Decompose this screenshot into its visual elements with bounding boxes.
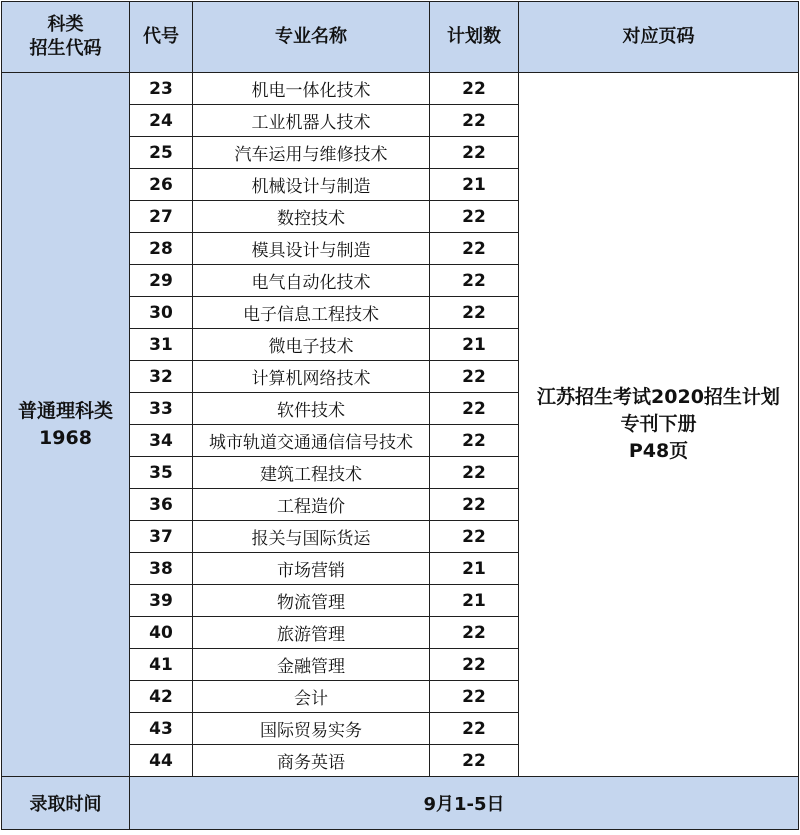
admission-time-label: 录取时间	[2, 777, 130, 830]
category-name: 普通理科类	[17, 399, 113, 422]
row-major-name: 旅游管理	[193, 617, 430, 649]
row-code: 36	[130, 489, 193, 521]
category-cell	[2, 73, 130, 777]
row-plan-count: 22	[430, 361, 519, 393]
row-code: 30	[130, 297, 193, 329]
row-code: 27	[130, 201, 193, 233]
row-code: 37	[130, 521, 193, 553]
row-plan-count: 22	[430, 105, 519, 137]
row-major-name: 会计	[193, 681, 430, 713]
row-code: 32	[130, 361, 193, 393]
header-plan-count: 计划数	[430, 2, 519, 73]
enrollment-plan-table	[1, 1, 799, 830]
row-plan-count: 21	[430, 329, 519, 361]
row-plan-count: 22	[430, 233, 519, 265]
row-code: 28	[130, 233, 193, 265]
row-major-name: 机械设计与制造	[193, 169, 430, 201]
page-ref-line1: 江苏招生考试2020招生计划	[537, 386, 780, 408]
row-code: 42	[130, 681, 193, 713]
row-major-name: 计算机网络技术	[193, 361, 430, 393]
row-code: 31	[130, 329, 193, 361]
row-plan-count: 22	[430, 457, 519, 489]
row-major-name: 工程造价	[193, 489, 430, 521]
row-plan-count: 22	[430, 745, 519, 777]
row-major-name: 建筑工程技术	[193, 457, 430, 489]
row-major-name: 市场营销	[193, 553, 430, 585]
row-plan-count: 22	[430, 489, 519, 521]
row-plan-count: 22	[430, 425, 519, 457]
row-plan-count: 22	[430, 521, 519, 553]
row-major-name: 商务英语	[193, 745, 430, 777]
row-code: 26	[130, 169, 193, 201]
row-major-name: 工业机器人技术	[193, 105, 430, 137]
row-code: 34	[130, 425, 193, 457]
row-code: 23	[130, 73, 193, 105]
table-row	[2, 73, 799, 105]
row-plan-count: 22	[430, 681, 519, 713]
row-code: 35	[130, 457, 193, 489]
row-plan-count: 22	[430, 617, 519, 649]
row-major-name: 物流管理	[193, 585, 430, 617]
row-code: 25	[130, 137, 193, 169]
row-code: 40	[130, 617, 193, 649]
row-code: 41	[130, 649, 193, 681]
header-category-line2: 招生代码	[29, 38, 102, 59]
row-major-name: 电气自动化技术	[193, 265, 430, 297]
row-code: 38	[130, 553, 193, 585]
header-code: 代号	[130, 2, 193, 73]
header-page-ref: 对应页码	[519, 2, 799, 73]
row-plan-count: 22	[430, 713, 519, 745]
row-major-name: 数控技术	[193, 201, 430, 233]
row-major-name: 城市轨道交通通信信号技术	[193, 425, 430, 457]
admission-time-value: 9月1-5日	[130, 777, 799, 830]
page-ref-line2: 专刊下册	[620, 413, 697, 435]
row-code: 24	[130, 105, 193, 137]
header-category-line1: 科类	[47, 14, 84, 35]
header-category-code	[2, 2, 130, 73]
header-major-name: 专业名称	[193, 2, 430, 73]
row-plan-count: 21	[430, 553, 519, 585]
row-plan-count: 22	[430, 201, 519, 233]
row-major-name: 金融管理	[193, 649, 430, 681]
row-major-name: 汽车运用与维修技术	[193, 137, 430, 169]
page-ref-line3: P48页	[628, 440, 689, 462]
row-plan-count: 21	[430, 169, 519, 201]
row-major-name: 模具设计与制造	[193, 233, 430, 265]
row-major-name: 微电子技术	[193, 329, 430, 361]
row-major-name: 国际贸易实务	[193, 713, 430, 745]
header-row	[2, 2, 799, 73]
row-major-name: 报关与国际货运	[193, 521, 430, 553]
row-plan-count: 22	[430, 297, 519, 329]
row-code: 29	[130, 265, 193, 297]
row-plan-count: 22	[430, 393, 519, 425]
row-plan-count: 22	[430, 137, 519, 169]
row-plan-count: 21	[430, 585, 519, 617]
row-code: 44	[130, 745, 193, 777]
row-major-name: 软件技术	[193, 393, 430, 425]
category-code: 1968	[39, 426, 92, 449]
row-major-name: 电子信息工程技术	[193, 297, 430, 329]
row-plan-count: 22	[430, 649, 519, 681]
row-code: 39	[130, 585, 193, 617]
row-code: 33	[130, 393, 193, 425]
row-major-name: 机电一体化技术	[193, 73, 430, 105]
footer-row	[2, 777, 799, 830]
row-code: 43	[130, 713, 193, 745]
row-plan-count: 22	[430, 73, 519, 105]
row-plan-count: 22	[430, 265, 519, 297]
table-body	[2, 73, 799, 777]
page-ref-cell	[519, 73, 799, 777]
